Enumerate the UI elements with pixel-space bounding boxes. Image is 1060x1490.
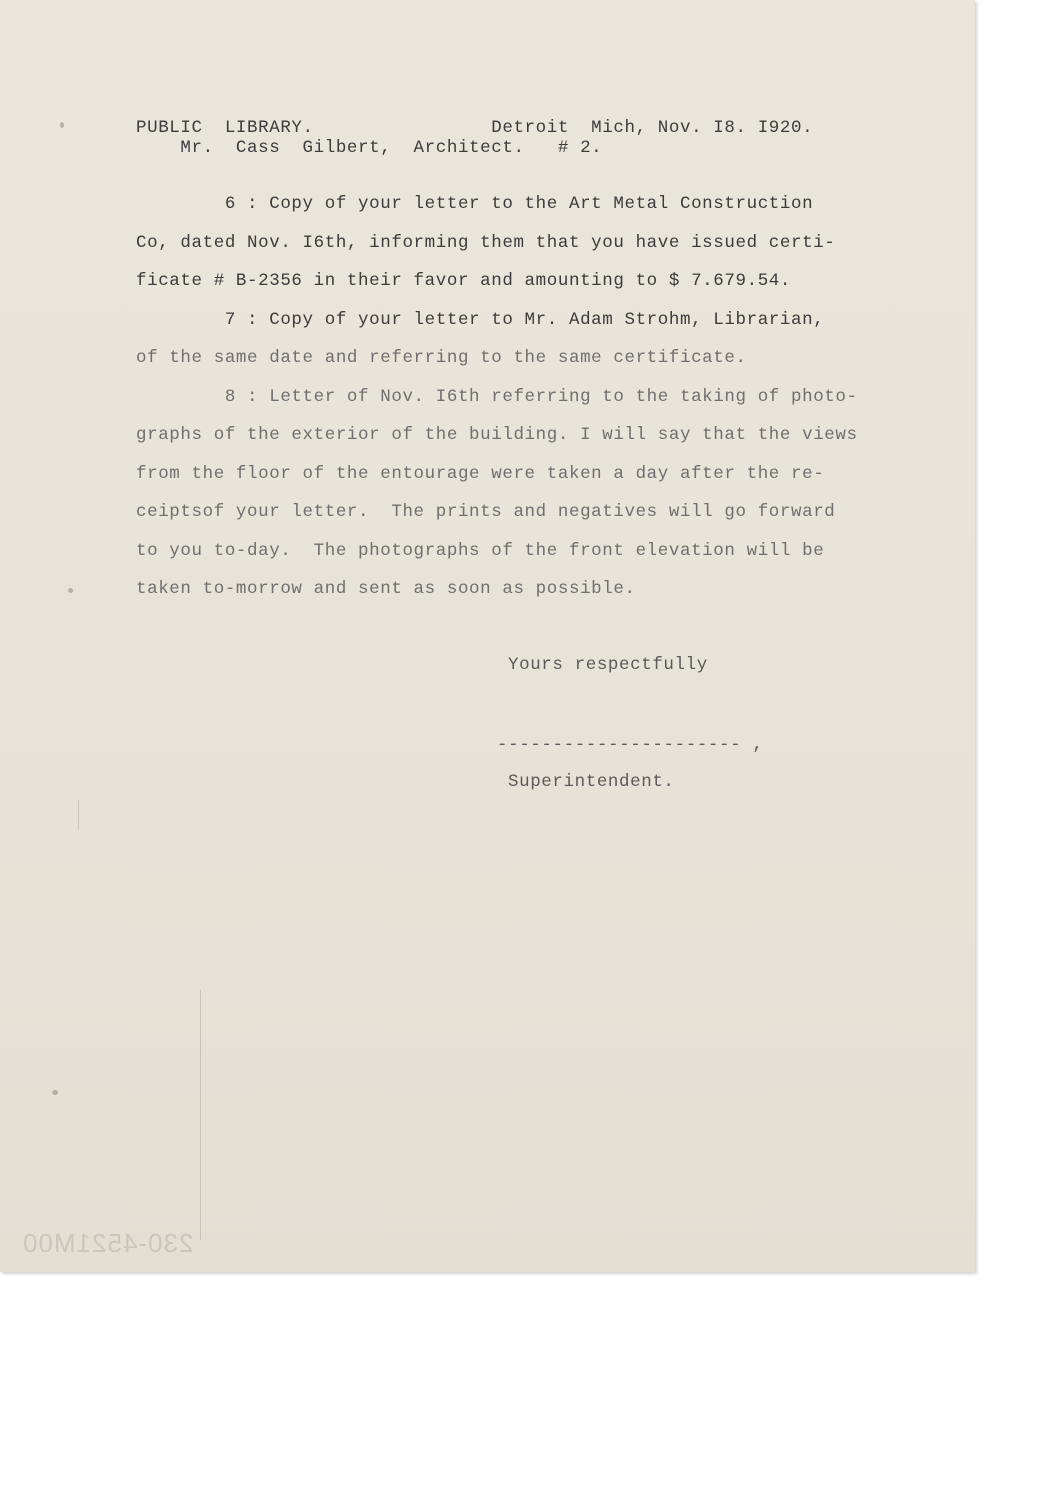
closing-salutation: Yours respectfully <box>508 655 708 675</box>
paper-crease <box>200 990 201 1240</box>
body-line: 7 : Copy of your letter to Mr. Adam Strohm, Librarian, <box>136 310 825 330</box>
body-line: Co, dated Nov. I6th, informing them that you have issued certi- <box>136 233 836 253</box>
archive-stamp: 230-4521M00 <box>22 1228 194 1258</box>
paper-speck <box>60 122 64 128</box>
body-line: from the floor of the entourage were taken a day after the re- <box>136 464 825 484</box>
paper-speck <box>68 588 73 593</box>
paper-crease <box>78 800 79 830</box>
body-line: ceiptsof your letter. The prints and negatives will go forward <box>136 502 836 522</box>
body-line: taken to-morrow and sent as soon as possible. <box>136 579 636 599</box>
body-line: 6 : Copy of your letter to the Art Metal Construction <box>136 194 814 214</box>
body-line: 8 : Letter of Nov. I6th referring to the taking of photo- <box>136 387 858 407</box>
signature-title: Superintendent. <box>508 772 675 792</box>
body-line: graphs of the exterior of the building. I will say that the views <box>136 425 858 445</box>
body-line: ficate # B-2356 in their favor and amounting to $ 7.679.54. <box>136 271 792 291</box>
body-line: of the same date and referring to the same certificate. <box>136 348 747 368</box>
letter-heading-line1: PUBLIC LIBRARY. Detroit Mich, Nov. I8. I920. <box>136 118 814 138</box>
signature-line: ---------------------- , <box>497 735 764 755</box>
paper-speck <box>52 1090 58 1095</box>
letter-heading-line2: Mr. Cass Gilbert, Architect. # 2. <box>136 138 603 158</box>
body-line: to you to-day. The photographs of the front elevation will be <box>136 541 825 561</box>
